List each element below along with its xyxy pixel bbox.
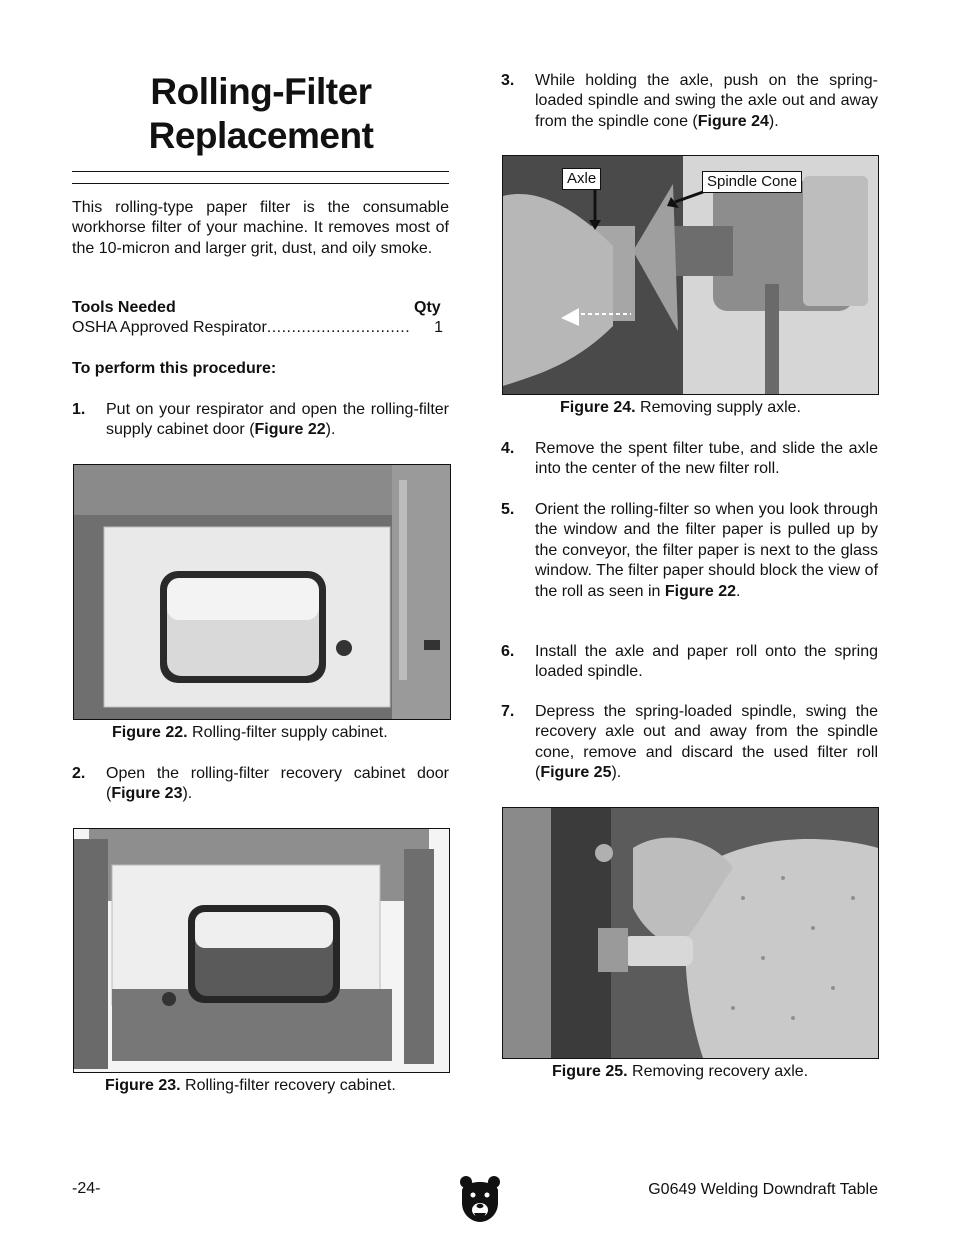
tools-header: Tools Needed <box>72 299 176 316</box>
intro-paragraph: This rolling-type paper filter is the consumable workhorse filter of your machine. It removes most of the 10-micron and larger grit, dust, and oily smoke. <box>72 199 449 257</box>
figure-24-caption: Figure 24. Removing supply axle. <box>560 399 801 416</box>
step-3 <box>501 71 878 133</box>
step-1 <box>72 400 449 442</box>
step-text: Install the axle and paper roll onto the spring loaded spindle. <box>535 643 878 681</box>
step-text: Put on your respirator and open the rolling-filter supply cabinet door (Figure 22). <box>106 401 449 439</box>
grizzly-bear-logo <box>458 1173 502 1223</box>
tools-leader: ............................. <box>266 319 411 336</box>
callout-spindle-cone: Spindle Cone <box>702 171 802 193</box>
figure-23-photo <box>73 828 450 1073</box>
page-title-line1: Rolling-Filter <box>150 71 372 112</box>
step-text: Remove the spent filter tube, and slide the axle into the center of the new filter roll. <box>535 440 878 478</box>
tools-qty: 1 <box>434 319 443 336</box>
callout-axle: Axle <box>562 168 601 190</box>
step-number: 4. <box>501 440 515 457</box>
title-rule-top <box>72 171 449 172</box>
step-number: 7. <box>501 703 515 720</box>
step-5 <box>501 500 878 624</box>
supply-axle-illustration <box>503 156 878 394</box>
figure-24-photo <box>502 155 879 395</box>
step-number: 2. <box>72 765 86 782</box>
figure-22-caption: Figure 22. Rolling-filter supply cabinet. <box>112 724 388 741</box>
figure-25-caption: Figure 25. Removing recovery axle. <box>552 1063 809 1080</box>
step-number: 1. <box>72 401 86 418</box>
figure-25-photo <box>502 807 879 1059</box>
recovery-cabinet-illustration <box>74 829 449 1072</box>
step-number: 5. <box>501 501 515 518</box>
supply-cabinet-illustration <box>74 465 450 719</box>
step-text: Depress the spring-loaded spindle, swing the recovery axle out and away from the spindle cone, remove and discard the used filter roll (Figure 25). <box>535 703 878 782</box>
page-title-line2: Replacement <box>148 115 374 156</box>
bear-head-icon <box>458 1173 502 1223</box>
procedure-heading: To perform this procedure: <box>72 360 277 377</box>
model-name: G0649 Welding Downdraft Table <box>648 1181 878 1198</box>
step-number: 3. <box>501 72 515 89</box>
step-number: 6. <box>501 643 515 660</box>
figure-22-photo <box>73 464 451 720</box>
step-2 <box>72 764 449 806</box>
title-rule-bottom <box>72 183 449 184</box>
figure-23-caption: Figure 23. Rolling-filter recovery cabinet. <box>105 1077 396 1094</box>
step-6 <box>501 642 878 684</box>
page-title <box>72 70 450 158</box>
recovery-axle-illustration <box>503 808 878 1058</box>
step-text: Open the rolling-filter recovery cabinet door (Figure 23). <box>106 765 449 803</box>
step-4 <box>501 439 878 481</box>
step-7 <box>501 702 878 786</box>
step-text: Orient the rolling-filter so when you look through the window and the filter paper is pulled up by the conveyor, the filter paper is next to the glass window. The filter paper should block the view of the roll as seen in Figure 22. <box>535 501 879 600</box>
tools-item: OSHA Approved Respirator <box>72 319 267 336</box>
tools-row <box>72 319 443 337</box>
tools-qty-header: Qty <box>414 299 441 316</box>
step-text: While holding the axle, push on the spring-loaded spindle and swing the axle out and away from the spindle cone (Figure 24). <box>535 72 878 130</box>
page-number: -24- <box>72 1180 101 1197</box>
